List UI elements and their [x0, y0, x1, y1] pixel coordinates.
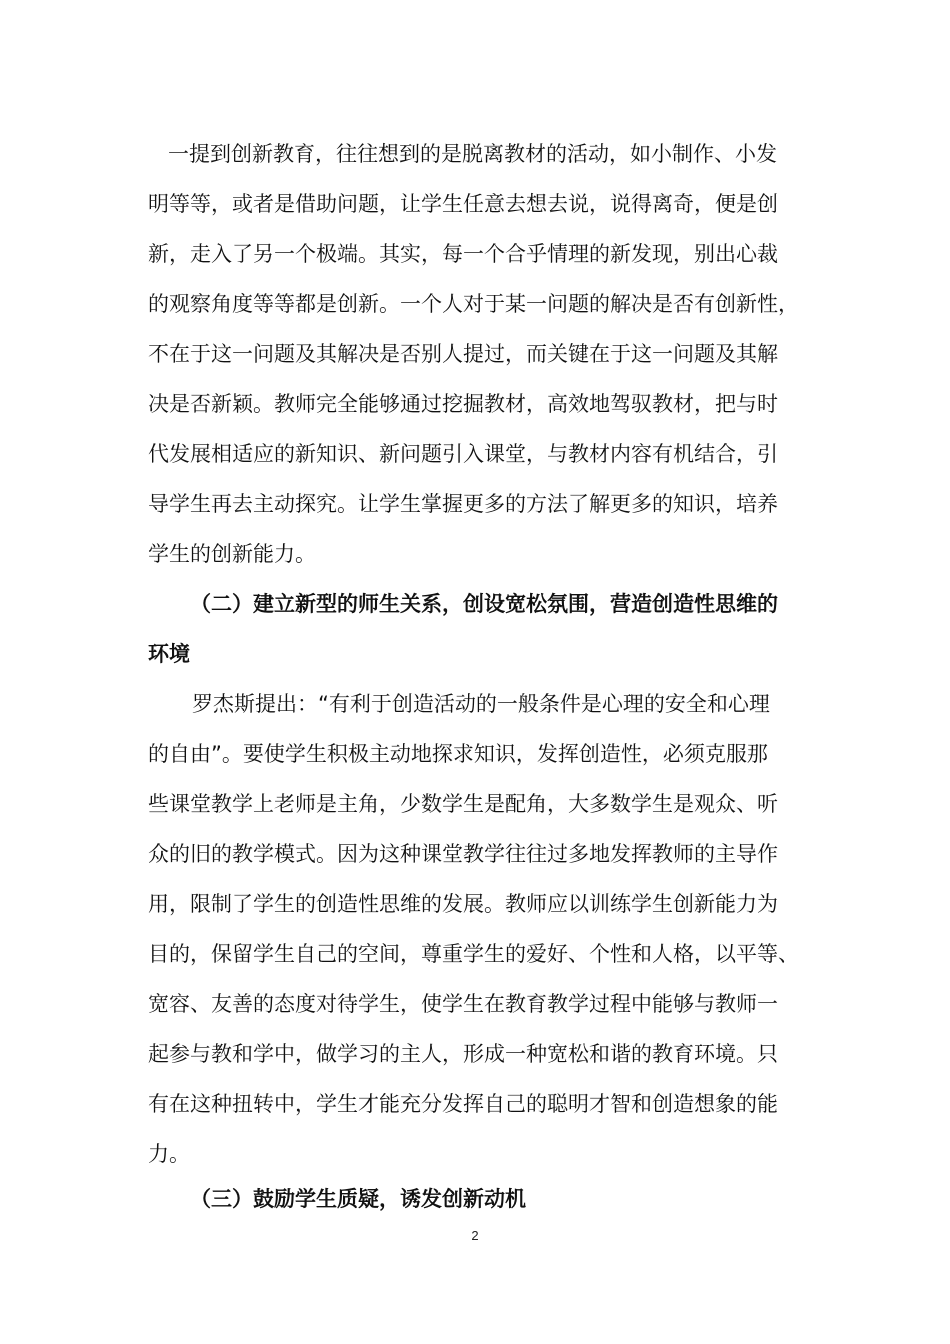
paragraph-line: 目的，保留学生自己的空间，尊重学生的爱好、个性和人格，以平等、 — [148, 942, 799, 966]
paragraph-line: 起参与教和学中，做学习的主人，形成一种宽松和谐的教育环境。只 — [148, 1042, 778, 1066]
paragraph-line: 有在这种扭转中，学生才能充分发挥自己的聪明才智和创造想象的能 — [148, 1092, 778, 1116]
paragraph-line: 的自由”。要使学生积极主动地探求知识，发挥创造性，必须克服那 — [148, 742, 768, 766]
paragraph-line: 一提到创新教育，往往想到的是脱离教材的活动，如小制作、小发 — [168, 142, 777, 166]
paragraph-line: 导学生再去主动探究。让学生掌握更多的方法了解更多的知识，培养 — [148, 492, 778, 516]
paragraph-line: 决是否新颖。教师完全能够通过挖掘教材，高效地驾驭教材，把与时 — [148, 392, 778, 416]
section-heading-3: （三）鼓励学生质疑，诱发创新动机 — [190, 1187, 526, 1211]
paragraph-line: 罗杰斯提出：“有利于创造活动的一般条件是心理的安全和心理 — [192, 692, 770, 716]
paragraph-line: 不在于这一问题及其解决是否别人提过，而关键在于这一问题及其解 — [148, 342, 778, 366]
paragraph-line: 的观察角度等等都是创新。一个人对于某一问题的解决是否有创新性， — [148, 292, 799, 316]
paragraph-line: 众的旧的教学模式。因为这种课堂教学往往过多地发挥教师的主导作 — [148, 842, 778, 866]
paragraph-line: 新，走入了另一个极端。其实，每一个合乎情理的新发现，别出心裁 — [148, 242, 778, 266]
page-number: 2 — [471, 1228, 479, 1243]
paragraph-line: 代发展相适应的新知识、新问题引入课堂，与教材内容有机结合，引 — [148, 442, 778, 466]
paragraph-line: 用，限制了学生的创造性思维的发展。教师应以训练学生创新能力为 — [148, 892, 778, 916]
paragraph-line: 明等等，或者是借助问题，让学生任意去想去说，说得离奇，便是创 — [148, 192, 778, 216]
paragraph-line: 宽容、友善的态度对待学生，使学生在教育教学过程中能够与教师一 — [148, 992, 778, 1016]
heading-line: 环境 — [148, 642, 190, 666]
paragraph-line: 些课堂教学上老师是主角，少数学生是配角，大多数学生是观众、听 — [148, 792, 778, 816]
paragraph-line: 学生的创新能力。 — [148, 542, 316, 566]
heading-line: （二）建立新型的师生关系，创设宽松氛围，营造创造性思维的 — [190, 592, 778, 616]
paragraph-line: 力。 — [148, 1142, 190, 1166]
